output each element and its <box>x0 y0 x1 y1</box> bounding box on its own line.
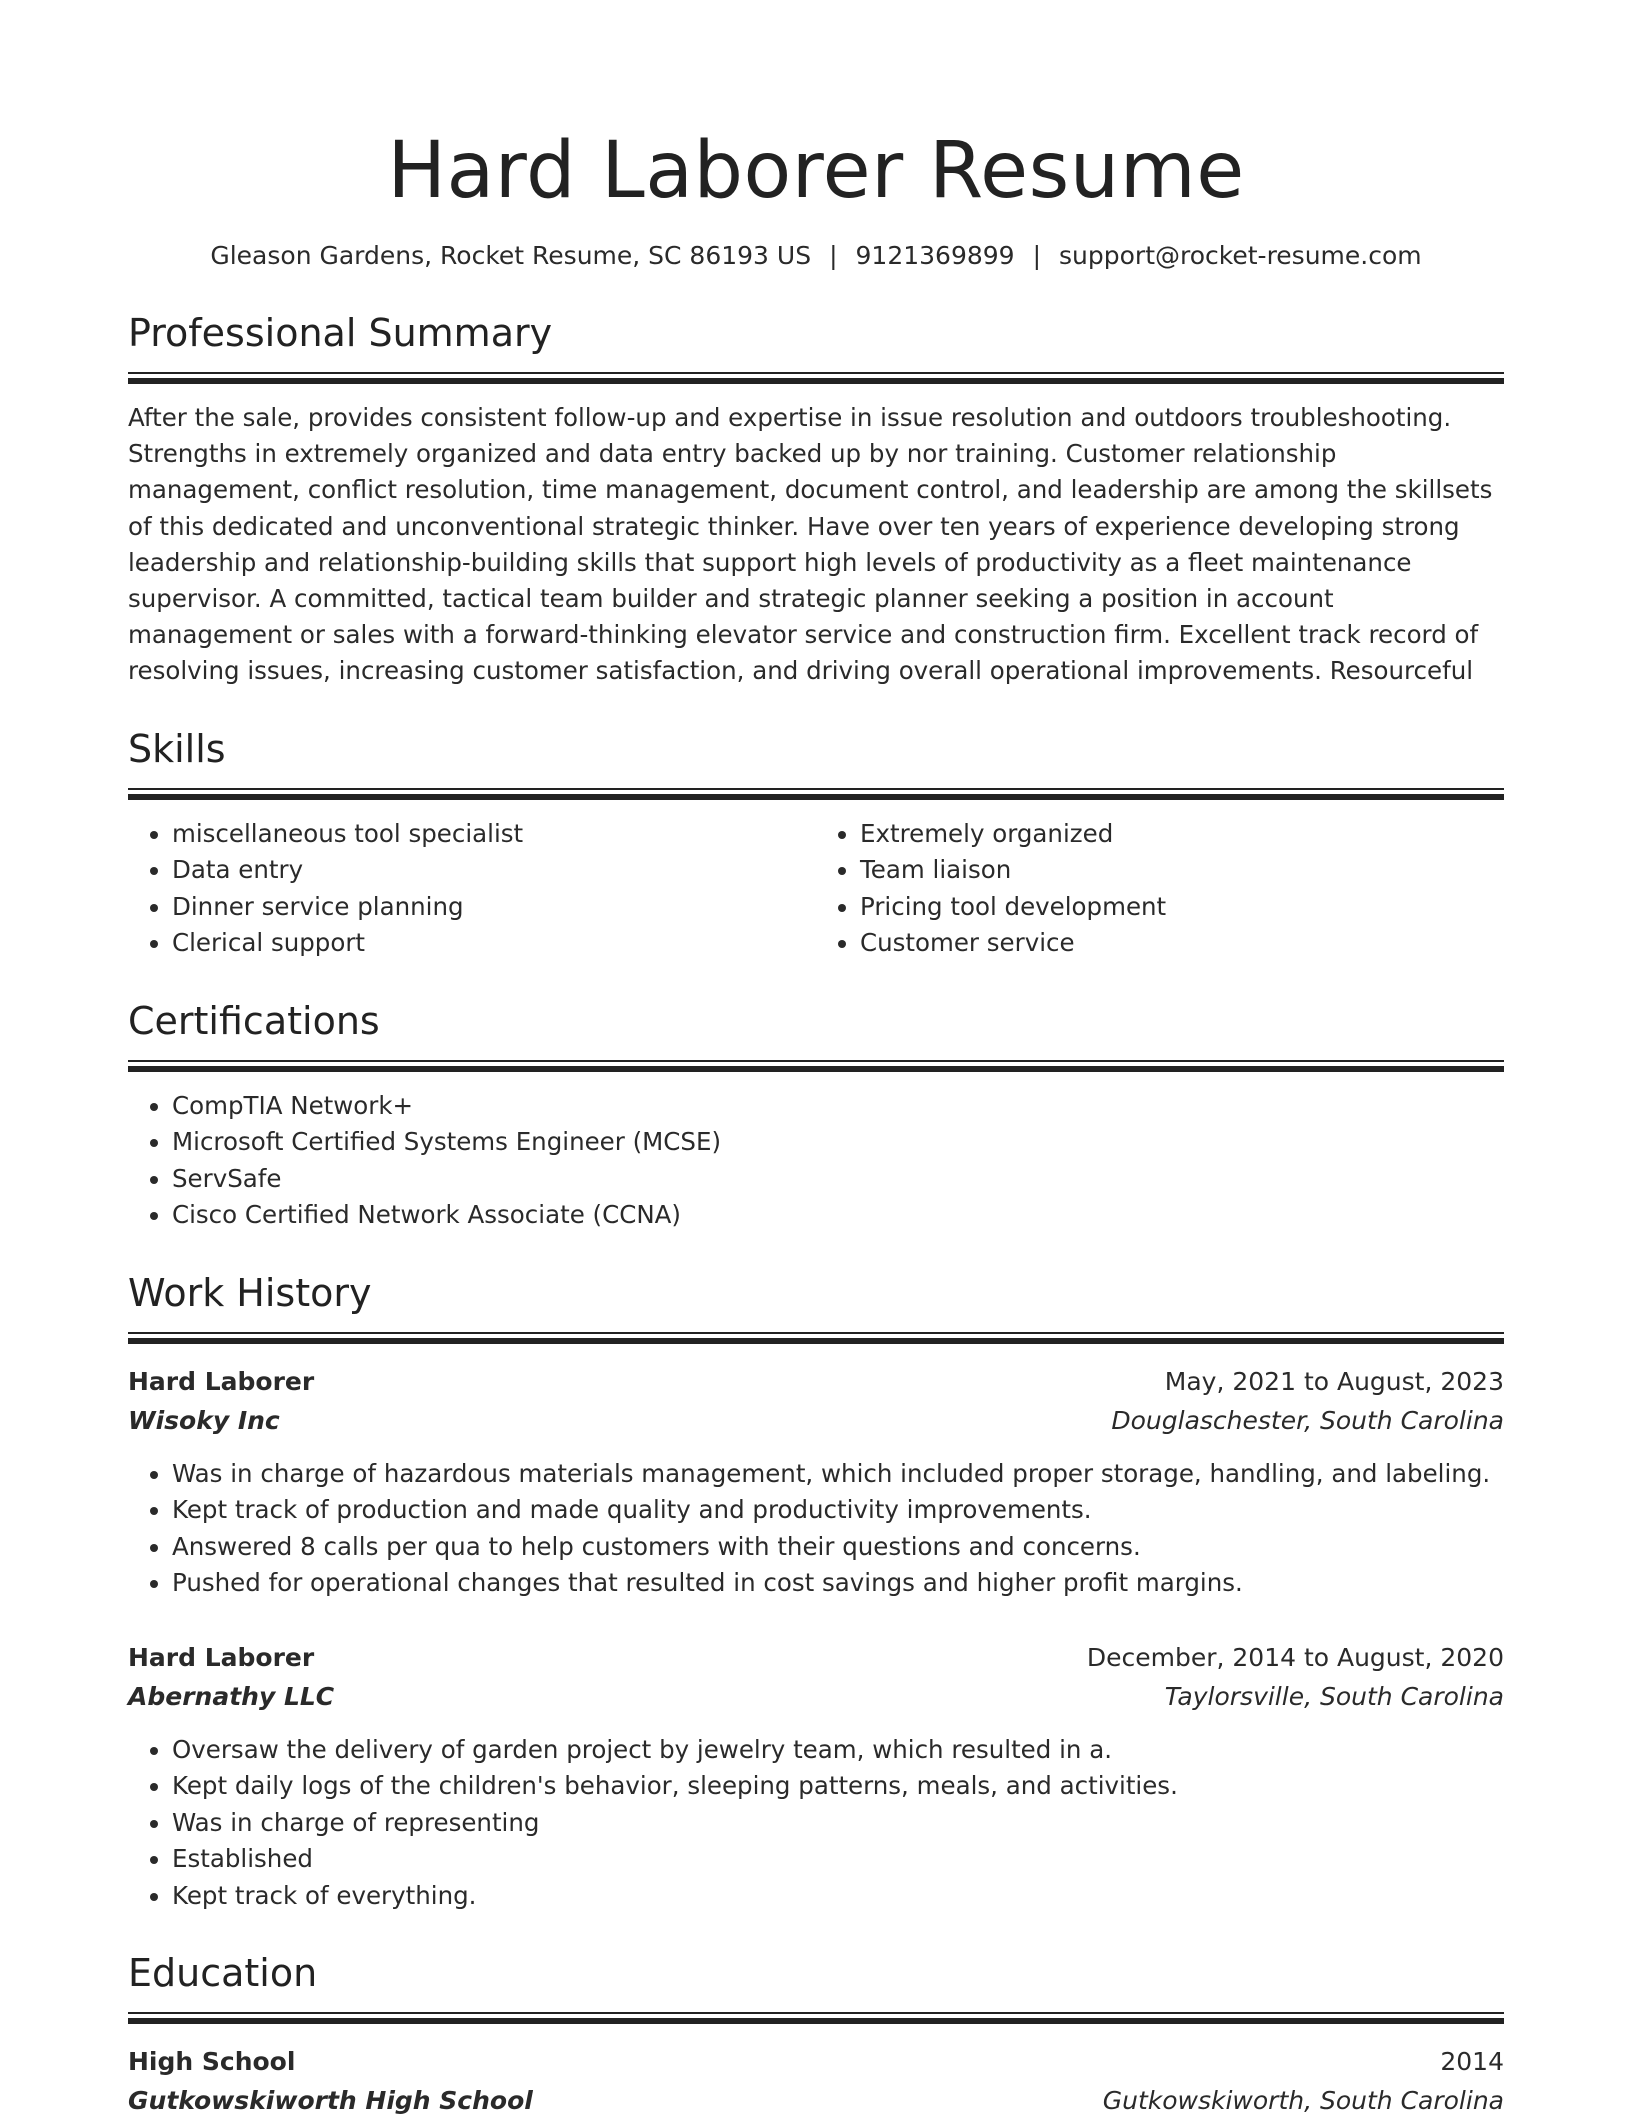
contact-address: Gleason Gardens, Rocket Resume, SC 86193 US <box>210 241 812 270</box>
job-duty: • Established <box>172 1841 1504 1878</box>
education-section <box>128 1948 1504 2120</box>
job-duties-list <box>128 1732 1504 1915</box>
skill-item: • Clerical support <box>172 925 816 962</box>
skill-item: • Data entry <box>172 852 816 889</box>
skills-list-right <box>816 816 1504 962</box>
section-heading-summary: Professional Summary <box>128 311 553 355</box>
section-heading-certifications: Certifications <box>128 998 380 1043</box>
contact-phone: 9121369899 <box>855 241 1015 270</box>
certifications-list <box>128 1088 1504 1234</box>
contact-line <box>128 238 1504 274</box>
certification-item: • CompTIA Network+ <box>172 1088 1504 1125</box>
section-heading-education: Education <box>128 1951 318 1996</box>
certification-item: • ServSafe <box>172 1161 1504 1198</box>
job-duty: • Kept daily logs of the children's behavior, sleeping patterns, meals, and activities. <box>172 1768 1504 1805</box>
resume-title: Hard Laborer Resume <box>387 126 1245 216</box>
skills-list-left <box>128 816 816 962</box>
section-divider <box>128 1060 1504 1072</box>
section-divider <box>128 372 1504 384</box>
job-duty: • Answered 8 calls per qua to help customers with their questions and concerns. <box>172 1529 1504 1566</box>
skill-item: • Extremely organized <box>860 816 1504 853</box>
education-school: Gutkowskiworth High School <box>128 2086 533 2116</box>
section-divider <box>128 2012 1504 2024</box>
certifications-section <box>128 996 1504 1234</box>
job-entry <box>128 1362 1504 1602</box>
contact-email: support@rocket-resume.com <box>1059 241 1422 270</box>
job-location: Taylorsville, South Carolina <box>1164 1681 1504 1711</box>
job-duty: • Pushed for operational changes that resulted in cost savings and higher profit margins. <box>172 1565 1504 1602</box>
job-entry <box>128 1638 1504 1915</box>
skill-item: • Customer service <box>860 925 1504 962</box>
work-history-section <box>128 1268 1504 1915</box>
education-header-row <box>128 2042 1504 2081</box>
skill-item: • Team liaison <box>860 852 1504 889</box>
job-header-row <box>128 1362 1504 1401</box>
education-degree: High School <box>128 2047 296 2077</box>
job-company-row <box>128 1677 1504 1716</box>
skill-item: • Pricing tool development <box>860 889 1504 926</box>
education-year: 2014 <box>1440 2047 1504 2077</box>
certification-item: • Microsoft Certified Systems Engineer (MCSE) <box>172 1124 1504 1161</box>
section-heading-work-history: Work History <box>128 1270 372 1315</box>
job-duty: • Was in charge of hazardous materials management, which included proper storage, handling, and labeling. <box>172 1456 1504 1493</box>
education-location: Gutkowskiworth, South Carolina <box>1102 2086 1504 2116</box>
section-divider <box>128 788 1504 800</box>
job-duties-list <box>128 1456 1504 1602</box>
job-company: Abernathy LLC <box>128 1681 335 1711</box>
section-divider <box>128 1332 1504 1344</box>
job-location: Douglaschester, South Carolina <box>1111 1405 1504 1435</box>
education-school-row <box>128 2081 1504 2120</box>
summary-text: After the sale, provides consistent follow-up and expertise in issue resolution and outdoors troubleshooting. Strengths in extremely organized and data entry backed up by nor training. Customer relationship management, conflict resolution, time management, document control, and leadership are among the skillsets of this dedicated and unconventional strategic thinker. Have over ten years of experience developing strong leadership and relationship-building skills that support high levels of productivity as a fleet maintenance supervisor. A committed, tactical team builder and strategic planner seeking a position in account management or sales with a forward-thinking elevator service and construction firm. Excellent track record of resolving issues, increasing customer satisfaction, and driving overall operational improvements. Resourceful <box>128 403 1493 686</box>
job-duty: • Kept track of everything. <box>172 1878 1504 1915</box>
job-duty: • Oversaw the delivery of garden project by jewelry team, which resulted in a. <box>172 1732 1504 1769</box>
skill-item: • Dinner service planning <box>172 889 816 926</box>
job-header-row <box>128 1638 1504 1677</box>
job-company-row <box>128 1401 1504 1440</box>
skill-item: • miscellaneous tool specialist <box>172 816 816 853</box>
skills-grid <box>128 816 1504 962</box>
contact-separator: | <box>829 241 838 270</box>
job-dates: May, 2021 to August, 2023 <box>1164 1366 1504 1396</box>
certification-item: • Cisco Certified Network Associate (CCNA) <box>172 1197 1504 1234</box>
skills-section <box>128 724 1504 962</box>
job-duty: • Kept track of production and made quality and productivity improvements. <box>172 1492 1504 1529</box>
job-company: Wisoky Inc <box>128 1405 280 1435</box>
education-entry <box>128 2042 1504 2120</box>
job-dates: December, 2014 to August, 2020 <box>1086 1642 1504 1672</box>
job-duty: • Was in charge of representing <box>172 1805 1504 1842</box>
contact-separator: | <box>1032 241 1042 270</box>
section-heading-skills: Skills <box>128 726 226 771</box>
job-title: Hard Laborer <box>128 1642 315 1672</box>
job-title: Hard Laborer <box>128 1366 315 1396</box>
summary-section <box>128 308 1504 690</box>
